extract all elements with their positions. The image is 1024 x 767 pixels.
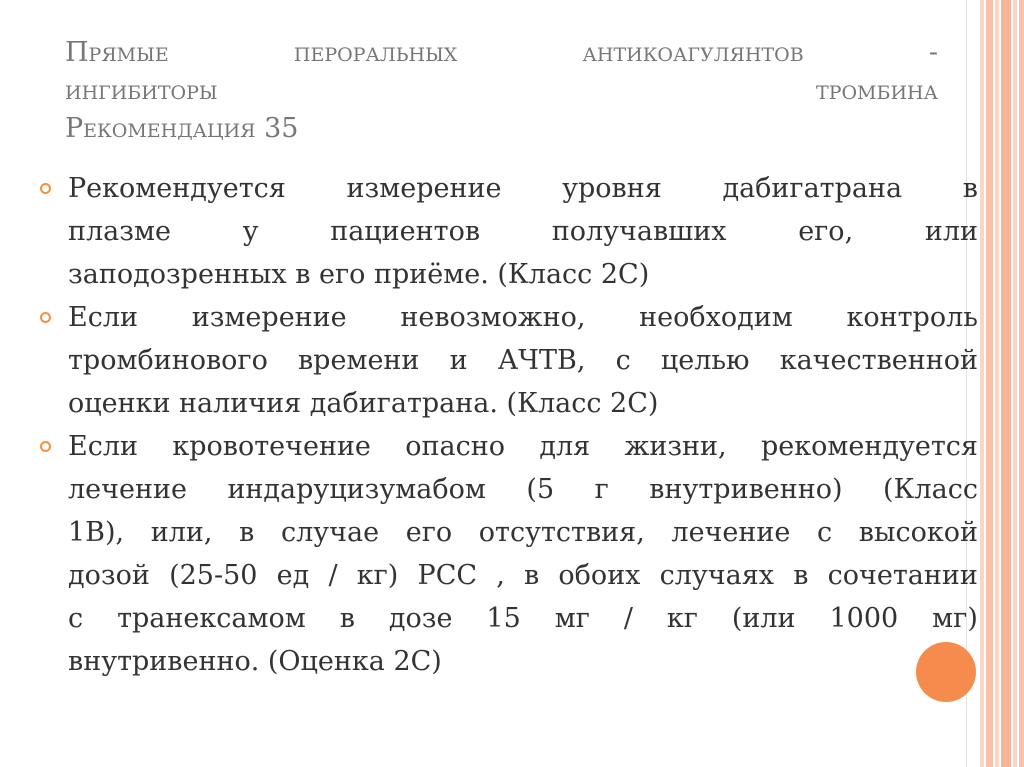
title-word: ингибиторы (65, 75, 218, 106)
word: его (405, 517, 453, 548)
title-line (65, 34, 938, 72)
word: у (242, 216, 259, 247)
title-line (65, 110, 938, 148)
title-word: Рекомендация 35 (65, 113, 299, 144)
word: с (817, 517, 833, 548)
word: жизни, (624, 431, 727, 462)
word: качественной (779, 345, 978, 376)
bullet-line: оценки наличия дабигатрана. (Класс 2С) (68, 388, 659, 419)
title-word: тромбина (816, 75, 938, 106)
bullet-line (68, 339, 978, 382)
word: дозе (388, 603, 453, 634)
stripe (1001, 0, 1011, 767)
stripe (986, 0, 993, 767)
word: Рекомендуется (68, 173, 286, 204)
word: кровотечение (172, 431, 371, 462)
orange-circle (916, 642, 976, 702)
stripe (995, 0, 999, 767)
word: 1000 (829, 603, 899, 634)
bullet-line (68, 597, 978, 640)
title-word: Прямые (65, 37, 169, 68)
word: дабигатрана (722, 173, 903, 204)
word: в (239, 517, 255, 548)
word: необходим (639, 302, 793, 333)
title-line (65, 72, 938, 110)
bullet-item (40, 167, 978, 296)
word: целью (660, 345, 750, 376)
word: , (496, 560, 505, 591)
bullet-line (68, 296, 978, 339)
word: невозможно, (400, 302, 586, 333)
word: уровня (562, 173, 662, 204)
word: для (539, 431, 591, 462)
ring-bullet-icon (40, 312, 51, 323)
bullet-line: внутривенно. (Оценка 2С) (68, 646, 442, 677)
word: с (615, 345, 631, 376)
word: транексамом (117, 603, 306, 634)
word: кг (666, 603, 698, 634)
bullet-item (40, 425, 978, 683)
word: (5 (526, 474, 555, 505)
ring-bullet-icon (40, 183, 51, 194)
ring-bullet-icon (40, 441, 51, 452)
word: г (594, 474, 609, 505)
word: отсутствия, (478, 517, 645, 548)
word: внутривенно) (649, 474, 843, 505)
word: дозой (68, 560, 150, 591)
word: опасно (405, 431, 505, 462)
word: Если (68, 302, 138, 333)
word: тромбинового (68, 345, 268, 376)
word: в (793, 560, 809, 591)
word: лечение (68, 474, 187, 505)
word: и (449, 345, 468, 376)
word: АЧТВ, (497, 345, 586, 376)
word: ед (276, 560, 310, 591)
word: в (962, 173, 978, 204)
word: мг) (932, 603, 978, 634)
word: обоих (558, 560, 641, 591)
word: (25-50 (169, 560, 258, 591)
word: 15 (486, 603, 521, 634)
bullet-line (68, 554, 978, 597)
word: плазме (68, 216, 171, 247)
word: в (339, 603, 355, 634)
bullet-line (68, 167, 978, 210)
word: измерение (191, 302, 347, 333)
word: (или (731, 603, 796, 634)
word: получавших (551, 216, 727, 247)
word: (Класс (883, 474, 978, 505)
word: высокой (858, 517, 978, 548)
stripe (980, 0, 984, 767)
word: контроль (846, 302, 978, 333)
word: / (623, 603, 633, 634)
word: его, (798, 216, 854, 247)
bullet-item (40, 296, 978, 425)
slide-title (65, 34, 938, 148)
word: кг) (356, 560, 399, 591)
word: лечение (671, 517, 791, 548)
word: 1В), (68, 517, 125, 548)
word: рекомендуется (760, 431, 978, 462)
title-word: пероральных (293, 37, 458, 68)
word: или, (150, 517, 213, 548)
word: сочетании (827, 560, 978, 591)
bullet-line (68, 425, 978, 468)
word: / (328, 560, 338, 591)
word: Если (68, 431, 138, 462)
title-word: антикоагулянтов (582, 37, 804, 68)
word: пациентов (330, 216, 481, 247)
bullet-line: заподозренных в его приёме. (Класс 2С) (68, 259, 650, 290)
stripe (1013, 0, 1017, 767)
word: или (924, 216, 978, 247)
bullet-line (68, 210, 978, 253)
word: PCC (417, 560, 478, 591)
bullet-line (68, 468, 978, 511)
word: мг (554, 603, 590, 634)
bullet-list (40, 167, 978, 683)
decorative-stripes (980, 0, 1024, 767)
bullet-line (68, 511, 978, 554)
stripe (1019, 0, 1024, 767)
word: времени (297, 345, 420, 376)
title-word: - (928, 37, 938, 68)
word: индаруцизумабом (227, 474, 486, 505)
word: случае (281, 517, 380, 548)
word: в (524, 560, 540, 591)
word: случаях (659, 560, 774, 591)
word: измерение (346, 173, 502, 204)
word: с (68, 603, 84, 634)
